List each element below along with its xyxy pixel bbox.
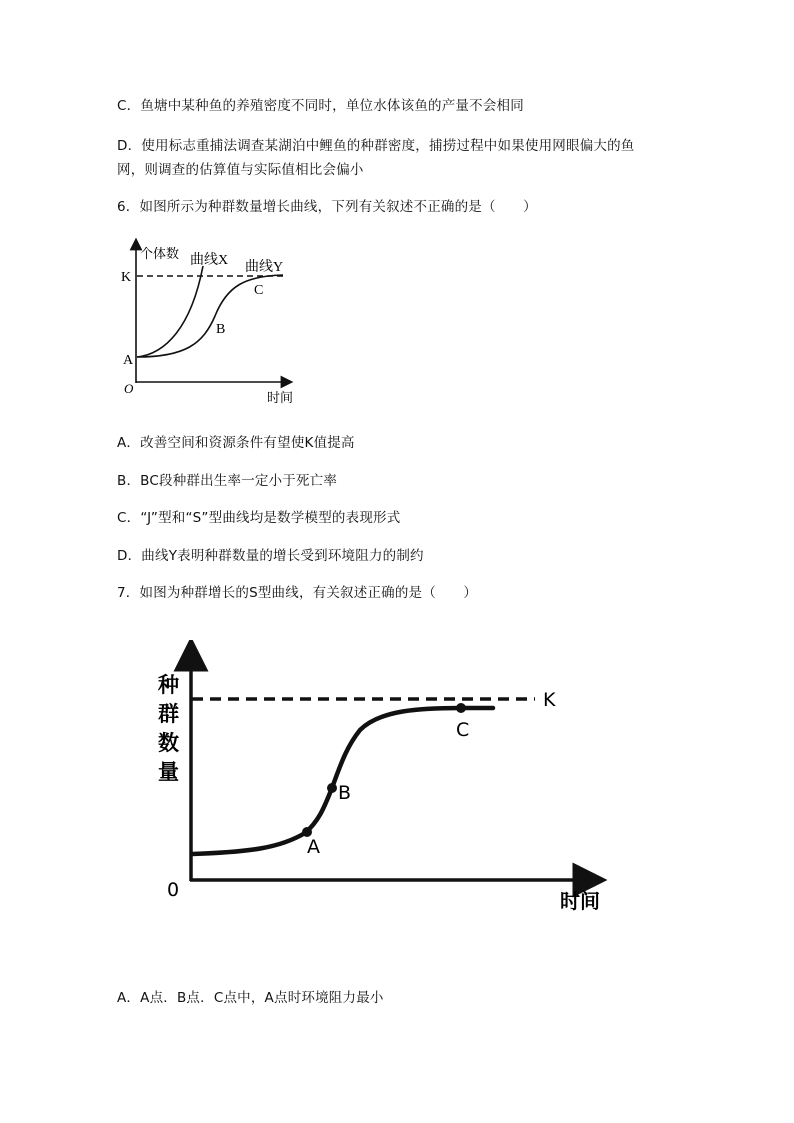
point-a-label: A	[123, 353, 134, 368]
point-b-marker	[327, 783, 337, 793]
point-a-label: A	[307, 836, 320, 858]
q6-option-a: A．改善空间和资源条件有望使K值提高	[117, 435, 355, 451]
curve-x-label: 曲线X	[190, 253, 229, 268]
q6-option-c: C．“J”型和“S”型曲线均是数学模型的表现形式	[117, 510, 401, 526]
figure-s-curve	[150, 640, 620, 920]
option-d-line-1: D．使用标志重捕法调查某湖泊中鲤鱼的种群密度，捕捞过程中如果使用网眼偏大的鱼	[117, 138, 635, 154]
point-b-label: B	[338, 782, 352, 804]
curve-x	[137, 266, 203, 357]
x-axis-label: 时间	[267, 390, 294, 405]
y-axis-label-char-4: 量	[158, 760, 179, 784]
point-c-label: C	[456, 719, 470, 741]
curve-y-label: 曲线Y	[245, 260, 284, 275]
y-axis-label: 个体数	[140, 246, 180, 261]
question-6: 6．如图所示为种群数量增长曲线，下列有关叙述不正确的是（ ）	[117, 199, 537, 215]
s-curve	[192, 708, 493, 854]
question-7: 7．如图为种群增长的S型曲线，有关叙述正确的是（ ）	[117, 585, 478, 601]
k-label: K	[543, 689, 556, 711]
q7-option-a: A．A点．B点．C点中，A点时环境阻力最小	[117, 990, 384, 1006]
point-c-label: C	[254, 283, 264, 298]
origin-label: 0	[167, 879, 180, 901]
q6-option-d: D．曲线Y表明种群数量的增长受到环境阻力的制约	[117, 548, 424, 564]
figure-population-growth-curves	[115, 236, 315, 411]
y-axis-label-char-2: 群	[158, 702, 179, 726]
origin-label: O	[124, 381, 134, 396]
y-axis-label-char-3: 数	[158, 731, 179, 755]
point-c-marker	[456, 703, 466, 713]
q6-option-b: B．BC段种群出生率一定小于死亡率	[117, 473, 338, 489]
option-c-line: C．鱼塘中某种鱼的养殖密度不同时，单位水体该鱼的产量不会相同	[117, 98, 524, 114]
y-axis-label-char-1: 种	[158, 673, 179, 697]
point-b-label: B	[216, 322, 226, 337]
option-d-line-2: 网，则调查的估算值与实际值相比会偏小	[117, 162, 364, 178]
x-axis-label: 时间	[560, 889, 600, 913]
k-label: K	[121, 270, 132, 285]
